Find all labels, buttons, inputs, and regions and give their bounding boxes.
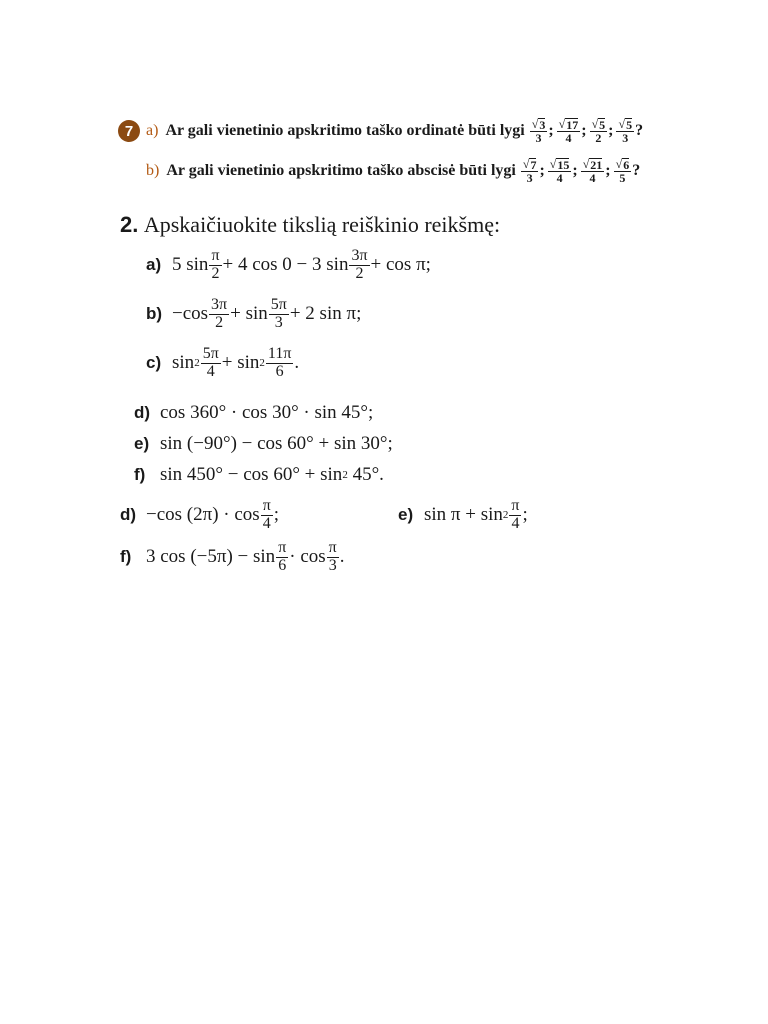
numerator (614, 158, 632, 172)
numerator: 5π (202, 345, 219, 362)
task-label: f) (120, 547, 132, 567)
separator: ? (632, 162, 641, 180)
item-label: b) (146, 162, 160, 180)
numerator (557, 118, 581, 132)
radicand: 5 (626, 118, 633, 132)
fraction (209, 248, 221, 283)
task-label: d) (134, 403, 151, 422)
sqrt-fraction (548, 158, 572, 185)
separator: ; (572, 162, 578, 180)
numerator (590, 118, 608, 132)
numerator: 3π (211, 296, 228, 313)
task-f-radians (120, 540, 345, 575)
denominator: 2 (595, 131, 602, 145)
sqrt-fraction (557, 118, 581, 145)
exponent: 2 (342, 469, 348, 481)
sqrt-icon: √ 15 (549, 157, 570, 172)
sqrt-fraction (521, 158, 539, 185)
expr-part: + 4 cos 0 − 3 sin (222, 254, 349, 276)
numerator (530, 118, 548, 132)
radicand: 17 (566, 118, 579, 132)
sqrt-icon: √ 17 (558, 117, 579, 132)
fraction (209, 297, 229, 332)
denominator: 3 (274, 313, 283, 331)
expression: cos 360° · cos 30° · sin 45°; (160, 402, 374, 423)
denominator: 6 (275, 362, 284, 380)
exercise-number: 2. (120, 212, 139, 237)
sqrt-icon: √ 7 (522, 157, 537, 172)
task-e-radians (398, 498, 528, 533)
expr-part: ; (273, 504, 280, 526)
exponent: 2 (259, 357, 265, 370)
expr-part: . (339, 546, 345, 568)
sqrt-fraction (581, 158, 605, 185)
sqrt-icon: √ 21 (582, 157, 603, 172)
denominator: 3 (535, 131, 542, 145)
numerator (581, 158, 605, 172)
numerator (548, 158, 572, 172)
numerator (521, 158, 539, 172)
expr-part: sin π + sin (424, 504, 503, 526)
denominator: 4 (262, 514, 271, 532)
task-label: e) (398, 505, 414, 525)
separator: ; (548, 122, 554, 140)
expr-part: 3 cos (−5π) − sin (146, 546, 276, 568)
denominator: 4 (206, 362, 215, 380)
separator: ? (635, 122, 644, 140)
sqrt-fraction (590, 118, 608, 145)
task-f-degrees (134, 464, 384, 486)
numerator (616, 118, 634, 132)
fraction (269, 297, 289, 332)
fraction (266, 346, 293, 381)
sqrt-icon: √ 6 (615, 157, 630, 172)
separator: ; (581, 122, 587, 140)
task-label: c) (146, 353, 162, 373)
question-text: Ar gali vienetinio apskritimo taško ordinatė būti lygi (165, 122, 525, 140)
expr-part: sin 450° − cos 60° + sin (160, 464, 343, 485)
fraction (276, 540, 288, 575)
sqrt-fraction (530, 118, 548, 145)
denominator: 3 (328, 556, 337, 574)
separator: ; (605, 162, 611, 180)
radicand: 6 (623, 158, 630, 172)
sqrt-fraction (614, 158, 632, 185)
exercise-number-badge: 7 (118, 120, 140, 142)
denominator: 4 (556, 171, 563, 185)
denominator: 3 (526, 171, 533, 185)
task-d-degrees (134, 402, 373, 424)
expr-part: · cos (289, 546, 326, 568)
sqrt-icon: √ 5 (591, 117, 606, 132)
numerator: 3π (351, 247, 368, 264)
task-d-radians (120, 498, 279, 533)
sqrt-fraction (616, 118, 634, 145)
fraction (261, 498, 273, 533)
task-label: f) (134, 465, 146, 484)
expression: sin (−90°) − cos 60° + sin 30°; (160, 433, 393, 454)
fraction (327, 540, 339, 575)
numerator: π (211, 247, 220, 264)
fraction (509, 498, 521, 533)
fraction (201, 346, 221, 381)
fraction-list (529, 118, 645, 145)
expr-part: + 2 sin π; (289, 303, 362, 325)
expr-part: ; (522, 504, 528, 526)
radicand: 7 (530, 158, 537, 172)
denominator: 6 (278, 556, 287, 574)
question-text: Ar gali vienetinio apskritimo taško abscisė būti lygi (166, 162, 516, 180)
expr-part: + sin (221, 352, 260, 374)
task-label: d) (120, 505, 137, 525)
numerator: π (278, 539, 287, 556)
exercise-7a (118, 118, 645, 145)
denominator: 2 (355, 264, 364, 282)
numerator: 5π (270, 296, 287, 313)
denominator: 2 (211, 264, 220, 282)
task-b (146, 297, 361, 332)
numerator: π (511, 497, 520, 514)
expr-part: + cos π; (370, 254, 431, 276)
exercise-7b (146, 158, 642, 185)
separator: ; (608, 122, 614, 140)
task-label: b) (146, 304, 163, 324)
expr-part: sin (172, 352, 195, 374)
radicand: 5 (599, 118, 606, 132)
denominator: 5 (619, 171, 626, 185)
fraction-list (520, 158, 642, 185)
sqrt-icon: √ 5 (618, 117, 633, 132)
task-label: e) (134, 434, 150, 453)
fraction (349, 248, 369, 283)
expr-part: 45°. (352, 464, 384, 485)
radicand: 15 (557, 158, 570, 172)
expr-part: −cos (172, 303, 209, 325)
denominator: 4 (565, 131, 572, 145)
exercise-2-title (120, 212, 500, 238)
expr-part: −cos (2π) · cos (146, 504, 260, 526)
radicand: 21 (590, 158, 603, 172)
numerator: π (328, 539, 337, 556)
exercise-heading: Apskaičiuokite tikslią reiškinio reikšmę: (143, 212, 501, 237)
expr-part: + sin (230, 303, 268, 325)
task-c (146, 346, 299, 381)
exponent: 2 (194, 357, 200, 370)
radicand: 3 (539, 118, 546, 132)
numerator: π (262, 497, 271, 514)
task-e-degrees (134, 433, 393, 455)
task-a (146, 248, 431, 283)
denominator: 4 (511, 514, 520, 532)
expr-part: 5 sin (172, 254, 209, 276)
separator: ; (539, 162, 545, 180)
task-label: a) (146, 255, 162, 275)
expr-part: . (294, 352, 300, 374)
denominator: 3 (622, 131, 629, 145)
numerator: 11π (267, 345, 292, 362)
sqrt-icon: √ 3 (531, 117, 546, 132)
item-label: a) (146, 122, 159, 140)
denominator: 2 (215, 313, 224, 331)
denominator: 4 (589, 171, 596, 185)
exponent: 2 (502, 509, 509, 522)
